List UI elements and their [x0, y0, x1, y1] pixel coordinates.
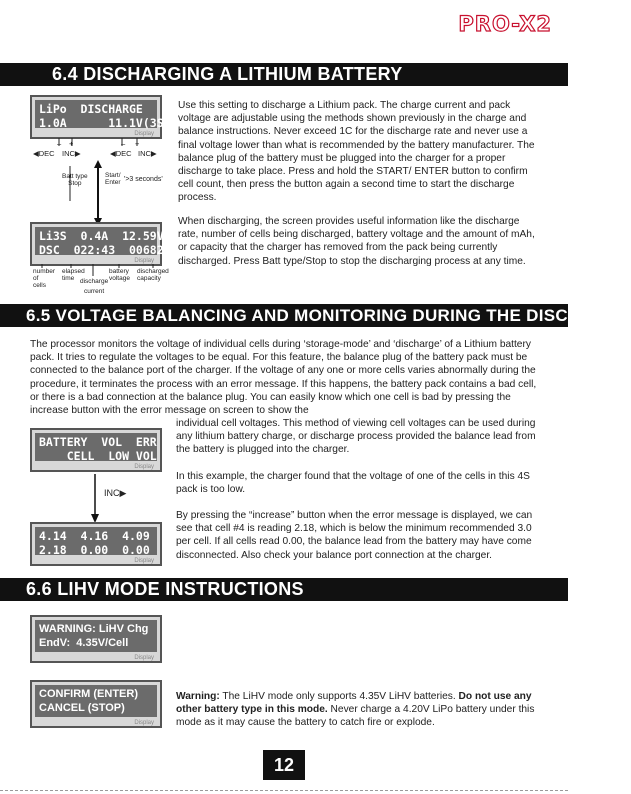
lcd-display-tag: Display: [134, 655, 154, 661]
paragraph-cell-voltages: individual cell voltages. This method of viewing cell voltages can be used during any lithium battery charge, or discharge process provided the balance lead from the battery is plugged into the charger.: [176, 418, 536, 456]
label-number-of-cells: number of cells: [33, 268, 56, 289]
lcd-cell-voltages: [30, 522, 162, 566]
plus-label: +: [69, 139, 74, 148]
lcd-display-tag: Display: [134, 258, 154, 264]
lcd-line-1: LiPo DISCHARGE: [39, 102, 143, 116]
label-elapsed-time: elapsed time: [62, 268, 85, 282]
lcd-line-1: BATTERY VOL ERR: [39, 435, 157, 449]
inc-button-label: INC▶: [104, 488, 127, 498]
brand-logo: PRO-X2: [458, 12, 552, 36]
lcd-line-1: Li3S 0.4A 12.59V: [39, 229, 164, 243]
minus-label-right: –: [121, 139, 126, 148]
lcd-discharge-status: [30, 222, 162, 266]
paragraph-voltage-monitoring: The processor monitors the voltage of individual cells during ‘storage-mode’ and ‘discharge’ of a Lithium battery pack. It tries to regulate the voltages to be equal. For this feature, the balance plug of the battery pack must be connected to the balance port of the charger. If the voltage of any one or more cells varies abnormally during the procedure, it terminates the process with an error message. If this happens, the battery pack contains a bad cell, or there is a bad connection at the balance plug. You can easily know which one cell is bad by pressing the increase button with the error message on screen to show the: [30, 339, 537, 417]
plus-label-right: +: [135, 139, 140, 148]
lcd-display-tag: Display: [134, 464, 154, 470]
page-cut-line: [0, 790, 568, 791]
page-number: 12: [263, 750, 305, 780]
lcd-line-2: 2.18 0.00 0.00: [39, 543, 150, 557]
lcd-line-2: CANCEL (STOP): [39, 702, 125, 714]
start-enter-label: Start/ Enter: [105, 172, 121, 186]
dec-button-right: ◀DEC: [110, 149, 132, 158]
lcd-confirm-cancel: [30, 680, 162, 728]
paragraph-discharge-info: When discharging, the screen provides useful information like the discharge rate, number of cells being discharged, battery voltage and the amount of mAh, or capacity that the charger has removed from the pack being currently discharged. Press Batt type/Stop to stop the discharging process at any time.: [178, 216, 535, 267]
paragraph-increase-button: By pressing the “increase” button when the error message is displayed, we can see that cell #4 is reading 2.18, which is below the minimum recommended 3.0 per cell. If all cells read 0.00, the balance lead from the battery may have come disconnected. Also check your balance port connection at the charger.: [176, 510, 533, 561]
batt-type-label: Batt type Stop: [62, 173, 88, 187]
label-discharge-current: discharge current: [80, 278, 109, 295]
lcd-error-message: [30, 428, 162, 472]
lcd-line-2: 1.0A 11.1V(3S): [39, 116, 171, 130]
lcd-display-tag: Display: [134, 720, 154, 726]
minus-label: –: [57, 139, 62, 148]
warning-label: Warning:: [176, 691, 220, 702]
inc-button-right: INC▶: [138, 149, 157, 158]
paragraph-lihv-warning: Warning: The LiHV mode only supports 4.35V LiHV batteries. Do not use any other battery type in this mode. Never charge a 4.20V LiPo battery under this mode as it may cause the battery to catch fire or explode.: [176, 691, 535, 729]
warning-emphasis: Do not use any other battery type in this mode.: [176, 691, 532, 716]
label-discharged-capacity: discharged capacity: [137, 268, 169, 282]
down-arrow-icon: [90, 474, 100, 524]
lcd-display-tag: Display: [134, 131, 154, 137]
lcd-display-tag: Display: [134, 558, 154, 564]
seconds-label: '>3 seconds': [124, 176, 163, 183]
lcd-lihv-warning: [30, 615, 162, 663]
lcd-discharge-setup: [30, 95, 171, 139]
lcd-line-1: WARNING: LiHV Chg: [39, 623, 149, 635]
label-battery-voltage: battery voltage: [109, 268, 130, 282]
paragraph-discharge-setup: Use this setting to discharge a Lithium pack. The charge current and pack voltage are adjustable using the methods shown previously in the charge and balance instructions. Never exceed 1C for the discharge rate and never use a final voltage lower than what is recommended by the battery manufacturer. The balance plug of the battery must be plugged into the charger for a proper discharge to take place. Press and hold the START/ ENTER button to confirm cell count, then press the button again a second time to start the discharge process.: [178, 100, 535, 204]
section-title-6-6: 6.6 LIHV MODE INSTRUCTIONS: [26, 579, 304, 599]
dec-button-left: ◀DEC: [33, 149, 55, 158]
lcd-line-2: DSC 022:43 00682: [39, 243, 164, 257]
inc-button-left: INC▶: [62, 149, 81, 158]
paragraph-example: In this example, the charger found that the voltage of one of the cells in this 4S pack is too low.: [176, 471, 530, 496]
lcd-line-2: CELL LOW VOL: [39, 449, 157, 463]
section-title-6-4: 6.4 DISCHARGING A LITHIUM BATTERY: [52, 64, 403, 84]
lcd-line-1: 4.14 4.16 4.09: [39, 529, 150, 543]
lcd-line-1: CONFIRM (ENTER): [39, 688, 138, 700]
section-title-6-5: 6.5 VOLTAGE BALANCING AND MONITORING DURING THE DISCHARGE: [26, 306, 631, 325]
lcd-line-2: EndV: 4.35V/Cell: [39, 637, 129, 649]
